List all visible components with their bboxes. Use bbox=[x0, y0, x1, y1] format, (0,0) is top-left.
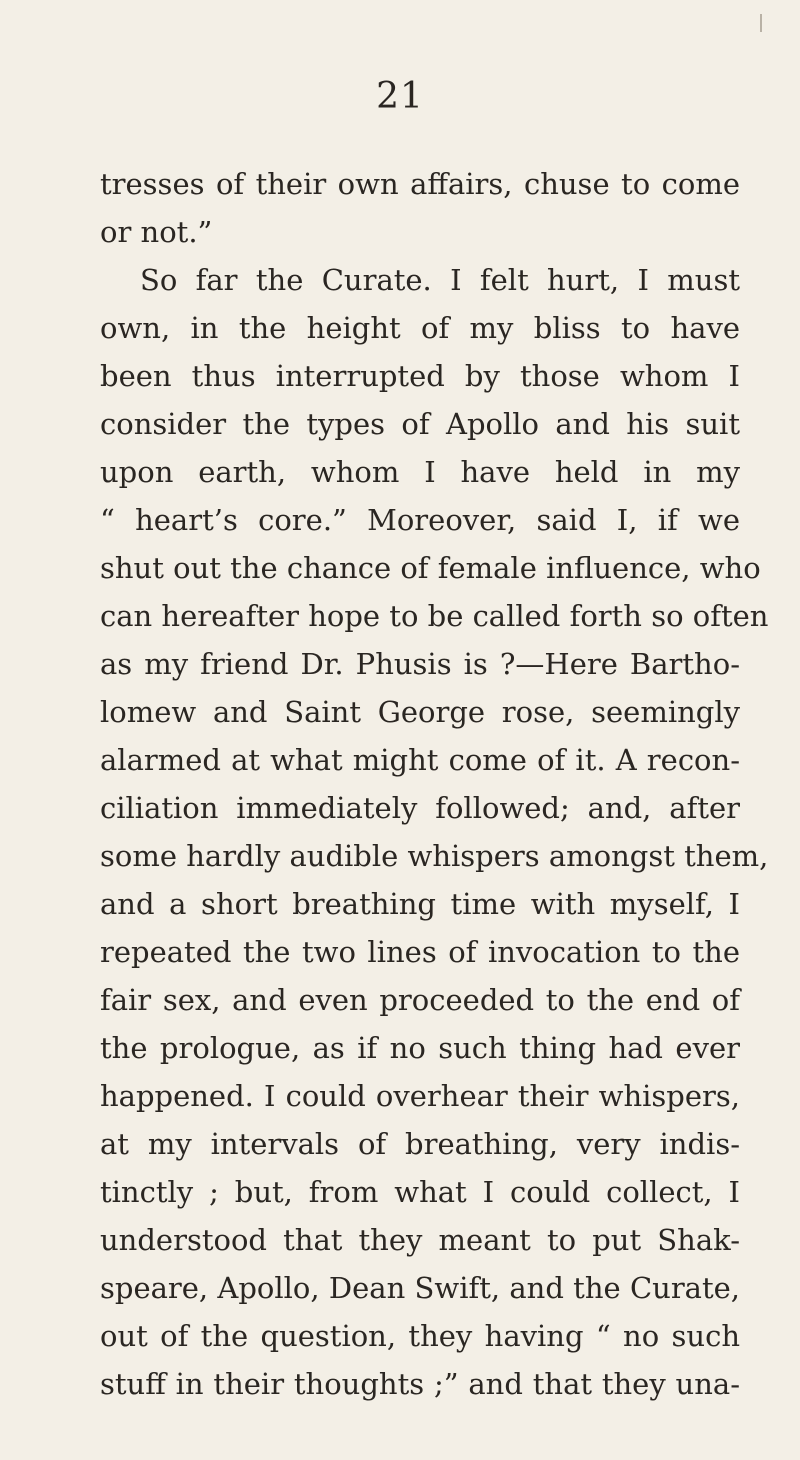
text-line: and a short breathing time with myself, I bbox=[100, 887, 740, 921]
text-line: the prologue, as if no such thing had ever bbox=[100, 1031, 740, 1065]
text-line: tinctly ; but, from what I could collect, I bbox=[100, 1175, 740, 1209]
text-line: tresses of their own affairs, chuse to come bbox=[100, 167, 740, 201]
text-line: alarmed at what might come of it. A recon- bbox=[100, 743, 740, 777]
body-text bbox=[100, 160, 769, 1408]
text-line: speare, Apollo, Dean Swift, and the Curate, bbox=[100, 1271, 740, 1305]
text-line: can hereafter hope to be called forth so often bbox=[100, 599, 769, 633]
text-line: lomew and Saint George rose, seemingly bbox=[100, 695, 740, 729]
text-line: happened. I could overhear their whispers, bbox=[100, 1079, 740, 1113]
text-line: fair sex, and even proceeded to the end of bbox=[100, 983, 740, 1017]
text-line: upon earth, whom I have held in my bbox=[100, 455, 740, 489]
text-line: ciliation immediately followed; and, after bbox=[100, 791, 740, 825]
text-line: shut out the chance of female influence, who bbox=[100, 551, 761, 585]
text-line: out of the question, they having “ no such bbox=[100, 1319, 740, 1353]
text-line: some hardly audible whispers amongst them, bbox=[100, 839, 769, 873]
text-line: “ heart’s core.” Moreover, said I, if we bbox=[100, 503, 740, 537]
text-line: or not.” bbox=[100, 215, 213, 249]
text-line: been thus interrupted by those whom I bbox=[100, 359, 740, 393]
text-line: understood that they meant to put Shak- bbox=[100, 1223, 740, 1257]
text-line: own, in the height of my bliss to have bbox=[100, 311, 740, 345]
margin-mark bbox=[760, 14, 762, 32]
page-number: 21 bbox=[376, 76, 424, 117]
text-line: repeated the two lines of invocation to the bbox=[100, 935, 740, 969]
text-line: at my intervals of breathing, very indis- bbox=[100, 1127, 740, 1161]
text-line: consider the types of Apollo and his suit bbox=[100, 407, 740, 441]
text-line: So far the Curate. I felt hurt, I must bbox=[140, 263, 740, 297]
text-line: stuff in their thoughts ;” and that they una- bbox=[100, 1367, 740, 1401]
text-line: as my friend Dr. Phusis is ?—Here Bartho- bbox=[100, 647, 740, 681]
